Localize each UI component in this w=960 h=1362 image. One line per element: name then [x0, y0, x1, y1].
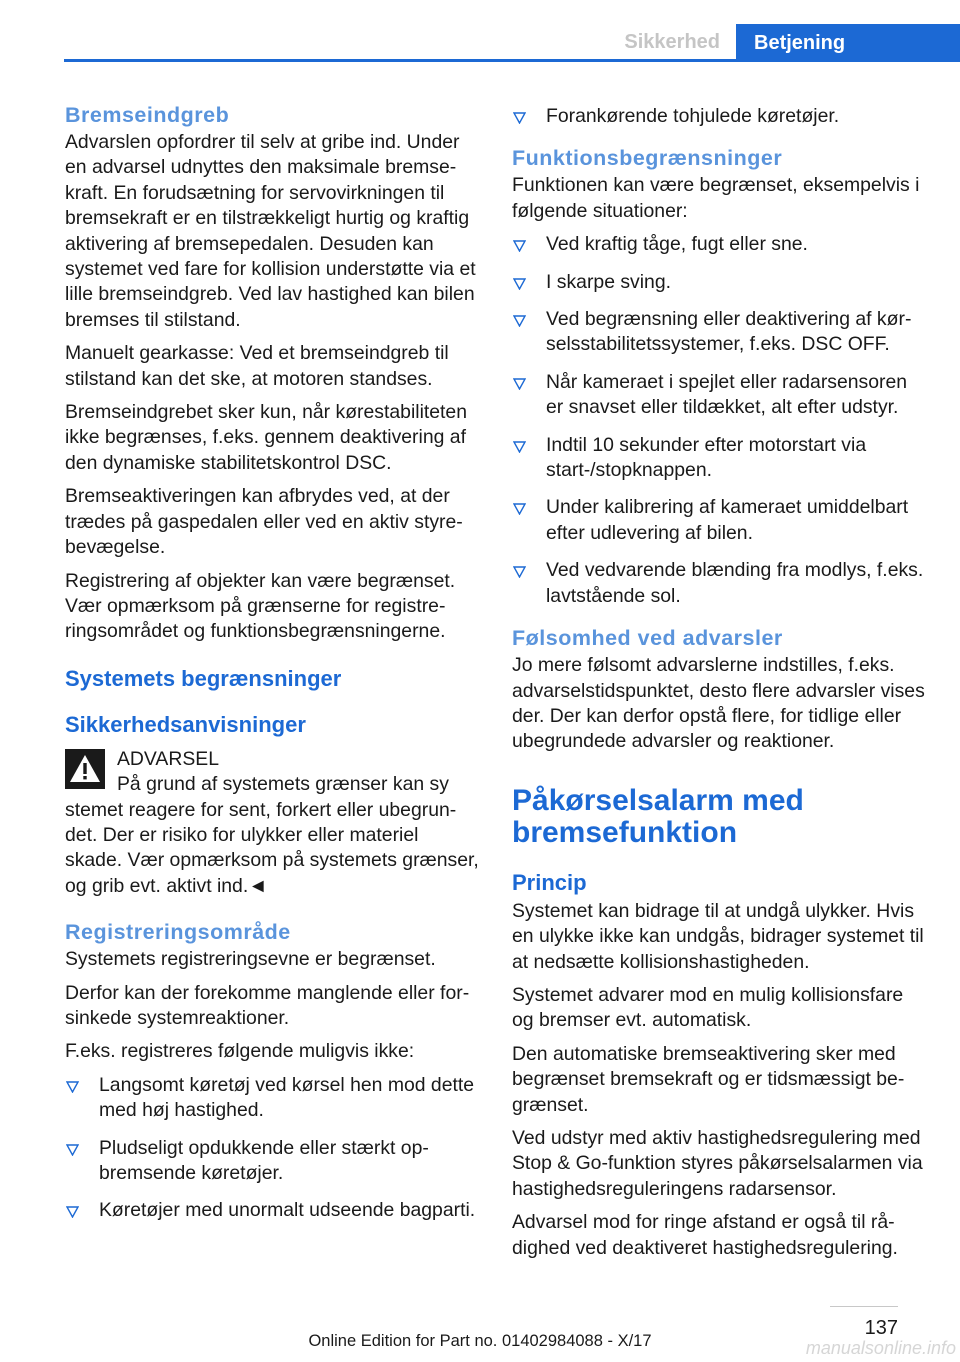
- section-title-line1: Påkørselsalarm med: [512, 783, 804, 817]
- paragraph: Systemet advarer mod en mulig kollisionsfare og bremser evt. automatisk.: [512, 983, 904, 1032]
- tab-sikkerhed[interactable]: Sikkerhed: [624, 31, 720, 53]
- paragraph: Systemet kan bidrage til at undgå ulykker. Hvis en ulykke ikke kan undgås, bidrager systemet til at nedsætte kollisionshastigheden.: [512, 899, 924, 973]
- paragraph: Bremseindgrebet sker kun, når kørestabiliteten ikke begrænses, f.eks. gennem deaktivering af den dynamiske stabilitetskontrol DSC.: [65, 401, 468, 474]
- page-header: [64, 24, 960, 62]
- tab-betjening[interactable]: Betjening: [736, 24, 960, 62]
- warning-triangle-icon: [65, 749, 105, 789]
- right-column: [512, 100, 927, 1269]
- list-item: Køretøjer med unormalt udseende bagparti.: [65, 1198, 480, 1223]
- list-item: Under kalibrering af kameraet umiddelbart efter udlevering af bilen.: [512, 495, 927, 546]
- paragraph: F.eks. registreres følgende muligvis ikke:: [65, 1040, 415, 1063]
- heading-foelsomhed: Følsomhed ved advarsler: [512, 626, 783, 651]
- triangle-bullet-icon: [513, 378, 526, 390]
- edition-footer: Online Edition for Part no. 01402984088 - X/17: [308, 1332, 652, 1350]
- page-number-rule: [830, 1306, 898, 1307]
- list-item: I skarpe sving.: [512, 270, 927, 295]
- list-item: Forankørende tohjulede køretøjer.: [512, 104, 927, 129]
- bullet-list: [65, 1073, 480, 1224]
- bullet-list: [512, 104, 927, 129]
- warning-box: [65, 747, 480, 899]
- section-title-block: [512, 785, 927, 849]
- triangle-bullet-icon: [513, 278, 526, 290]
- heading-systemets-begraensninger: Systemets begrænsninger: [65, 665, 342, 691]
- heading-funktionsbegraensninger: Funktionsbegrænsninger: [512, 146, 783, 171]
- heading-bremseindgreb: Bremseindgreb: [65, 103, 230, 127]
- list-item: Når kameraet i spejlet eller radarsensoren er snavset eller tildækket, alt efter udstyr.: [512, 370, 927, 421]
- paragraph: Derfor kan der forekomme manglende eller forsinkede systemreaktioner.: [65, 981, 470, 1029]
- page-number: 137: [864, 1317, 898, 1339]
- heading-princip: Princip: [512, 869, 587, 895]
- triangle-bullet-icon: [513, 503, 526, 515]
- triangle-bullet-icon: [513, 441, 526, 453]
- paragraph: Manuelt gearkasse: Ved et bremseindgreb til stilstand kan det ske, at motoren standses.: [65, 342, 449, 390]
- list-item: Langsomt køretøj ved kørsel hen mod dette med høj hastighed.: [65, 1073, 480, 1124]
- triangle-bullet-icon: [66, 1206, 79, 1218]
- heading-registreringsomraade: Registreringsområde: [65, 920, 291, 945]
- triangle-bullet-icon: [513, 240, 526, 252]
- paragraph: Funktionen kan være begrænset, eksempelvis i følgende situationer:: [512, 174, 920, 222]
- triangle-bullet-icon: [66, 1144, 79, 1156]
- warning-title: ADVARSEL: [117, 747, 220, 770]
- watermark: manualsonline.info: [805, 1338, 956, 1358]
- paragraph: Advarslen opfordrer til selv at gribe ind. Under en advarsel udnyttes den maksimale bremsekraft. En forudsætning for servovirkningen til bremsekraft er en tilstrækkeligt hurtig og kraftig aktivering af bremsepedalen. Desuden kan systemet ved fare for kollision understøtte via et lille bremseindgreb. Ved lav hastighed kan bilen bremses til stilstand.: [65, 131, 476, 331]
- paragraph: Jo mere følsomt advarslerne indstilles, f.eks. advarselstidspunktet, desto flere advarsler vises der. Der kan derfor opstå flere, for tidlige eller ubegrundede advarsler og reaktioner.: [512, 654, 925, 753]
- heading-sikkerhedsanvisninger: Sikkerhedsanvisninger: [65, 711, 306, 737]
- triangle-bullet-icon: [66, 1081, 79, 1093]
- list-item: Indtil 10 sekunder efter motorstart via start-/stopknappen.: [512, 433, 927, 484]
- triangle-bullet-icon: [513, 566, 526, 578]
- list-item: Pludseligt opdukkende eller stærkt opbremsende køretøjer.: [65, 1136, 480, 1187]
- header-rule: [64, 59, 960, 62]
- warning-text-rest: stemet reagere for sent, forkert eller ubegrundet. Der er risiko for ulykker eller materiel skade. Vær opmærksom på systemets grænser, og grib evt. aktivt ind.◄: [65, 798, 479, 897]
- paragraph: Bremseaktiveringen kan afbrydes ved, at der trædes på gaspedalen eller ved en aktiv styrebevægelse.: [65, 485, 463, 559]
- paragraph: Den automatiske bremseaktivering sker med begrænset bremsekraft og er tidsmæssigt begrænset.: [512, 1042, 905, 1116]
- paragraph: Advarsel mod for ringe afstand er også til rådighed ved deaktiveret hastighedsregulering.: [512, 1211, 898, 1259]
- paragraph: Systemets registreringsevne er begrænset.: [65, 948, 436, 971]
- list-item: Ved vedvarende blænding fra modlys, f.eks. lavtstående sol.: [512, 558, 927, 609]
- list-item: Ved begrænsning eller deaktivering af kørselsstabilitetssystemer, f.eks. DSC OFF.: [512, 307, 927, 358]
- warning-text-first: På grund af systemets grænser kan sy: [117, 773, 449, 796]
- section-title-line2: bremsefunktion: [512, 815, 738, 849]
- bullet-list: [512, 232, 927, 609]
- triangle-bullet-icon: [513, 315, 526, 327]
- paragraph: Ved udstyr med aktiv hastighedsregulering med Stop & Go-funktion styres påkørselsalarmen via hastighedsreguleringens radarsensor.: [512, 1126, 923, 1200]
- list-item: Ved kraftig tåge, fugt eller sne.: [512, 232, 927, 257]
- triangle-bullet-icon: [513, 112, 526, 124]
- paragraph: Registrering af objekter kan være begrænset. Vær opmærksom på grænserne for registreringsområdet og funktionsbegrænsningerne.: [65, 569, 456, 643]
- left-column: [65, 100, 480, 1236]
